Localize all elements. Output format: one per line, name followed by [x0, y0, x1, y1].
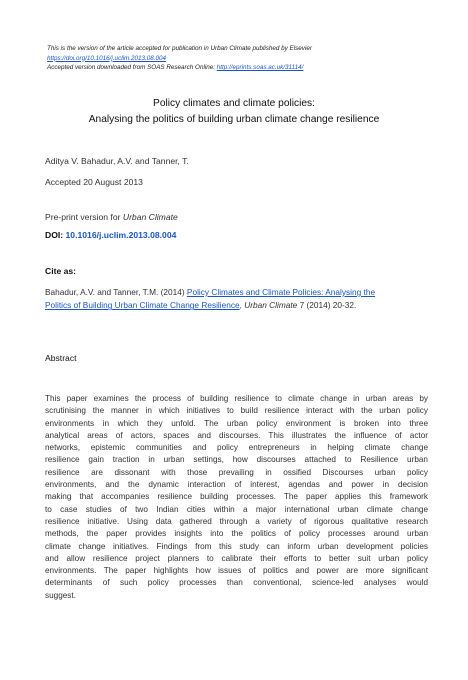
paper-title — [0, 96, 468, 128]
preprint-journal: Urban Climate — [122, 212, 178, 222]
abstract-line: suggest. — [45, 590, 76, 600]
doi-line — [45, 230, 176, 240]
doi-label: DOI: — [45, 230, 66, 240]
abstract-line: methods, the paper provides insights into the politics of policy processes around urban — [45, 529, 428, 539]
abstract-body — [45, 393, 428, 602]
abstract-line: resilience initiative. Using data gathered through a variety of rigorous qualitative research — [45, 516, 428, 526]
citation — [45, 286, 430, 312]
abstract-line: to case studies of two Indian cities within a major international urban climate change — [45, 504, 428, 514]
abstract-line: analytical areas of actors, spaces and discourses. This illustrates the influence of actor — [45, 430, 428, 440]
abstract-line: resilience are dissonant with those prevailing in ossified Discourses urban policy — [45, 467, 428, 477]
citation-authors-year: Bahadur, A.V. and Tanner, T.M. (2014) — [45, 287, 187, 297]
abstract-line: and allow resilience project planners to calibrate their efforts to better suit urban policy — [45, 553, 428, 563]
authors: Aditya V. Bahadur, A.V. and Tanner, T. — [45, 156, 189, 166]
doi-url-link[interactable]: https://doi.org/10.1016/j.uclim.2013.08.004 — [47, 54, 167, 62]
abstract-line: environments. The paper highlights how issues of politics and power are more significant — [45, 566, 428, 576]
citation-title-link-part-2[interactable]: Politics of Building Urban Climate Change Resilience — [45, 300, 240, 311]
soas-url-link[interactable]: http://eprints.soas.ac.uk/31114/ — [216, 64, 304, 72]
citation-separator: , — [239, 300, 245, 311]
title-line-2: Analysing the politics of building urban climate change resilience — [88, 114, 380, 125]
notice-line-1: This is the version of the article accepted for publication in Urban Climate published by Elsevier — [47, 45, 312, 52]
abstract-line: making that accompanies resilience building processes. The paper applies this framework — [45, 492, 428, 502]
abstract-line: climate change initiatives. Findings from this study can inform urban development policies — [45, 541, 428, 551]
abstract-line: networks, epistemic communities and policy entrepreneurs in helping climate change — [45, 443, 428, 453]
abstract-line: determinants of such policy processes than conventional, science-led analyses would — [45, 578, 428, 588]
abstract-line: resilience gain traction in urban settings, how discourses attached to Resilience urban — [45, 455, 428, 465]
citation-volume-pages: 7 (2014) 20-32. — [297, 300, 357, 311]
doi-link[interactable]: 10.1016/j.uclim.2013.08.004 — [65, 230, 177, 240]
publication-notice — [47, 44, 427, 73]
abstract-line: scrutinising the manner in which initiatives to build resilience interact with the urban policy — [45, 406, 428, 416]
abstract-line: This paper examines the process of building resilience to climate change in urban areas by — [45, 394, 428, 403]
abstract-line: environments in which they unfold. The urban policy environment is broken into three — [45, 418, 428, 428]
notice-line-3-prefix: Accepted version downloaded from SOAS Research Online: — [47, 64, 217, 72]
cite-heading: Cite as: — [45, 266, 77, 276]
preprint-prefix: Pre-print version for — [45, 212, 123, 222]
abstract-heading: Abstract — [45, 353, 77, 363]
abstract-line: environments, and the dynamic interaction of interest, agendas and power in decision — [45, 480, 428, 490]
preprint-note — [45, 212, 178, 222]
citation-journal: Urban Climate — [244, 300, 298, 311]
title-line-1: Policy climates and climate policies: — [153, 98, 315, 109]
citation-title-link-part-1[interactable]: Policy Climates and Climate Policies: Analysing the — [186, 287, 376, 297]
accepted-date: Accepted 20 August 2013 — [45, 177, 143, 187]
